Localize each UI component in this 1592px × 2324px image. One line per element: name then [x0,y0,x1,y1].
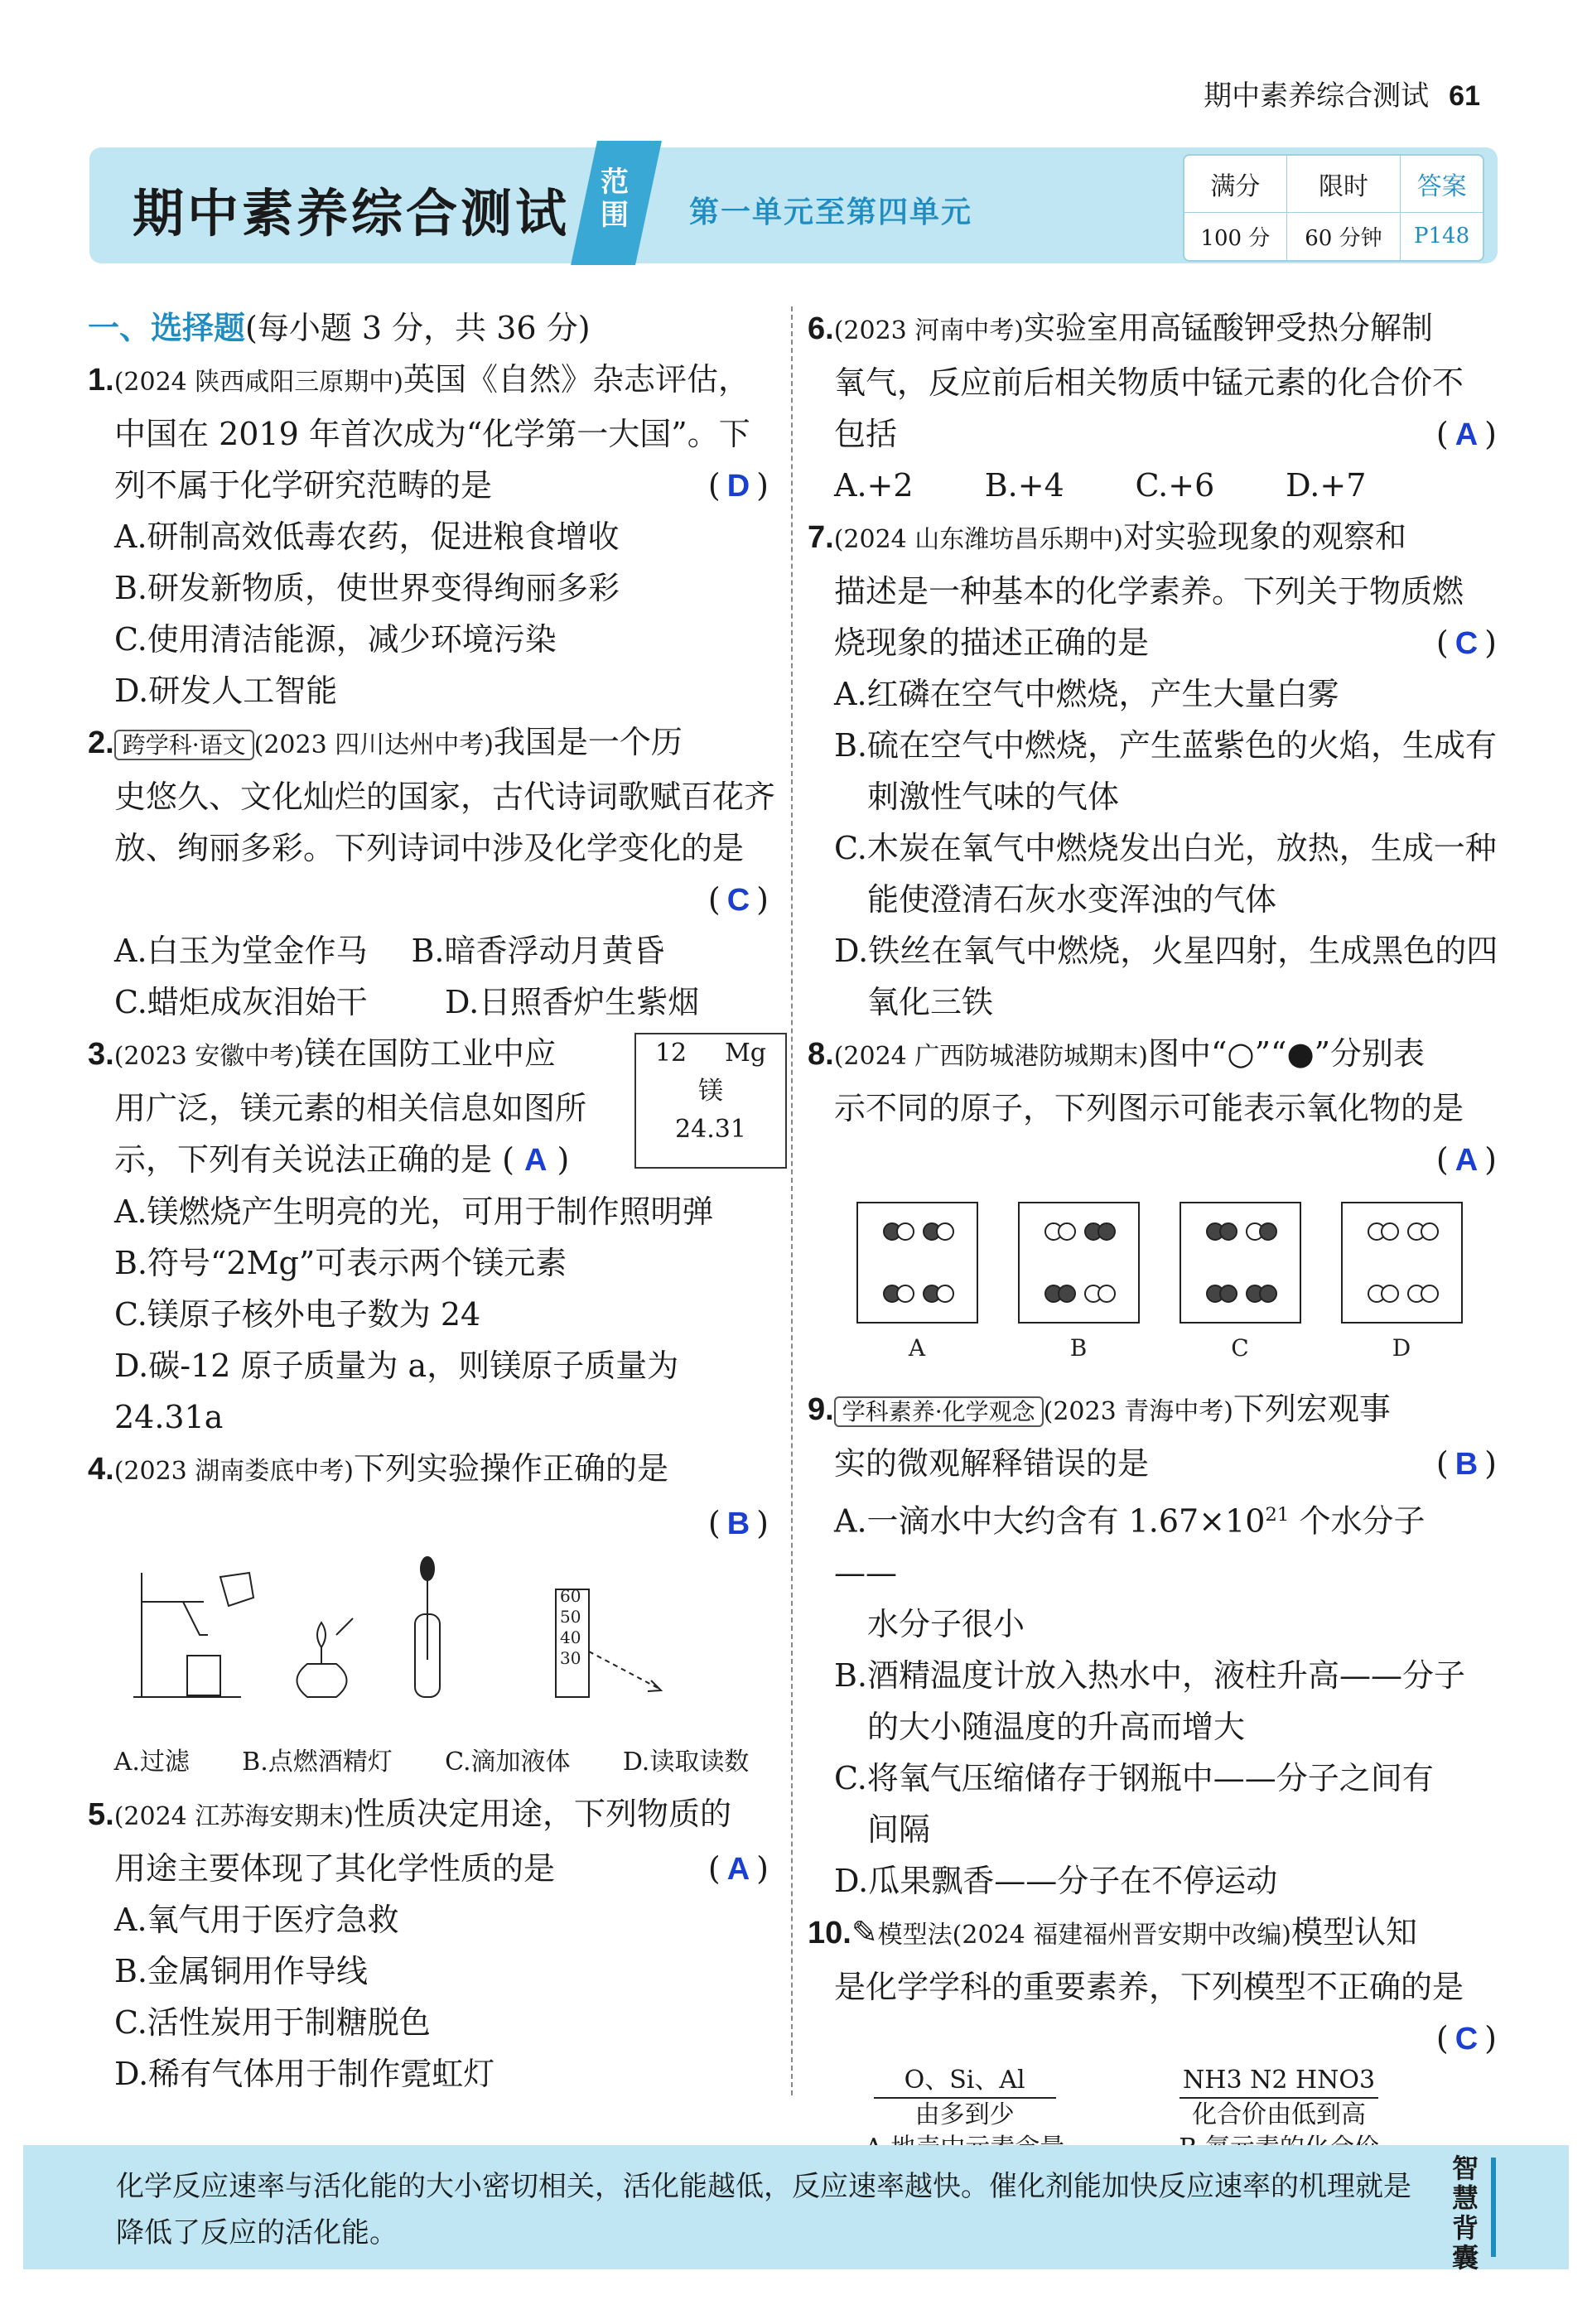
option: C.蜡炬成灰泪始干 [114,984,368,1020]
model-figure-b: NH3 N2 HNO3 化合价由低到高 [1179,2064,1379,2165]
question-4: 4.(2023 湖南娄底中考)下列实验操作正确的是 (B) 60 50 40 30 A.过滤 B.点燃酒精灯 C.滴加液体 D.读取读数 [88,1443,775,1788]
header-section: 期中素养综合测试 [1204,80,1430,113]
question-3: 12 Mg 镁 24.31 3.(2023 安徽中考)镁在国防工业中应 用广泛，镁元素的相关信息如图所 示，下列有关说法正确的是 ( A ) A.镁燃烧产生明亮的光，可用于制作照明弹 B.符号“2Mg”可表示两个镁元素 C.镁原子核外电子数为 24 D.碳-12 原子质量为 a，则镁原子质量为 24.31a [88,1028,775,1443]
section-heading: 一、选择题(每小题 3 分，共 36 分) [88,310,591,346]
option: C.将氧气压缩储存于钢瓶中——分子之间有 [834,1759,1434,1796]
option: C.镁原子核外电子数为 24 [114,1296,481,1333]
option: B.符号“2Mg”可表示两个镁元素 [114,1245,567,1281]
page-number: 61 [1449,80,1480,112]
figure-caption: C.滴加液体 [445,1748,571,1777]
option-cont: 的大小随温度的升高而增大 [867,1708,1246,1745]
option: B.暗香浮动月黄昏 [411,933,665,969]
question-1: 1.(2024 陕西咸阳三原期中)英国《自然》杂志评估， 中国在 2019 年首次成为“化学第一大国”。下 列不属于化学研究范畴的是 (D) A.研制高效低毒农药，促进粮食增收 B.研发新物质，使世界变得绚丽多彩 C.使用清洁能源，减少环境污染 D.研发人工智能 [88,354,775,716]
range-value: 第一单元至第四单元 [689,195,973,229]
figure-caption: B.点燃酒精灯 [242,1748,393,1777]
score-value: 60 分钟 [1286,212,1400,260]
option: D.日照香炉生紫烟 [445,984,700,1020]
column-divider [791,306,793,2095]
answer: D [726,469,757,504]
tip-text: 化学反应速率与活化能的大小密切相关，活化能越低，反应速率越快。催化剂能加快反应速率的机理就是降低了反应的活化能。 [116,2170,1411,2249]
score-value: 100 分 [1184,212,1286,260]
lab-operations-figure [88,1556,775,1722]
tip-label: 智慧背囊 [1451,2153,1479,2273]
option: A.镁燃烧产生明亮的光，可用于制作照明弹 [114,1193,714,1230]
scale-label: 50 [560,1607,581,1627]
question-6: 6.(2023 河南中考)实验室用高锰酸钾受热分解制 氧气，反应前后相关物质中锰元素的化合价不 包括 (A) A.+2 B.+4 C.+6 D.+7 [808,302,1503,511]
model-label: A [908,1334,926,1362]
page-title: 期中素养综合测试 [133,183,571,243]
model-label: B [1069,1334,1088,1362]
figure-caption: A.过滤 [113,1748,190,1777]
answer-page-link[interactable]: P148 [1414,224,1470,249]
left-column [88,302,775,2100]
option: D.研发人工智能 [114,673,338,709]
score-box [1183,154,1484,262]
score-header: 限时 [1286,156,1400,212]
option-cont: 氧化三铁 [867,984,994,1020]
option: C.木炭在氧气中燃烧发出白光，放热，生成一种 [834,830,1497,866]
answer: B [726,1507,757,1541]
pencil-icon: ✎ [851,1913,878,1950]
option: A.氧气用于医疗急救 [114,1902,399,1938]
scale-label: 30 [560,1648,581,1668]
element-card: 12 Mg 镁 24.31 [634,1033,787,1169]
option: D.瓜果飘香——分子在不停运动 [834,1862,1278,1899]
option: D.碳-12 原子质量为 a，则镁原子质量为 24.31a [114,1348,679,1435]
option-cont: 水分子很小 [867,1605,1025,1642]
page-header [1204,73,1480,113]
score-header: 答案 [1401,156,1483,212]
molecule-models-figure [808,1194,1503,1368]
option: B.+4 [984,467,1064,504]
score-header: 满分 [1184,156,1286,212]
option: C.使用清洁能源，减少环境污染 [114,621,557,658]
option: C.+6 [1135,467,1215,504]
scale-label: 60 [560,1586,581,1606]
option: D.+7 [1286,467,1367,504]
option: D.铁丝在氧气中燃烧，火星四射，生成黑色的四 [834,933,1498,969]
option: A.红磷在空气中燃烧，产生大量白雾 [834,676,1339,712]
method-tag: 模型法 [877,1920,953,1950]
model-label: C [1231,1334,1249,1362]
model-label: D [1392,1334,1411,1362]
option: B.金属铜用作导线 [114,1953,369,1989]
answer: B [1455,1447,1485,1482]
question-9: 9. 学科素养·化学观念 (2023 青海中考)下列宏观事 实的微观解释错误的是 (B) A.一滴水中大约含有 $1.67\times 10^{21}$ 个水分子—— 水分子很小 B.酒精温度计放入热水中，液柱升高——分子 的大小随温度的升高而增大 C.将氧气压缩储存于钢瓶中——分子之间有 间隔 D.瓜果飘香——分子在不停运动 [808,1383,1503,1907]
question-8: 8.(2024 广西防城港防城期末)图中“○”“●”分别表 示不同的原子，下列图示可能表示氧化物的是 (A) A B C D [808,1028,1503,1383]
option: A.+2 [834,467,914,504]
answer: A [726,1852,757,1887]
answer: A [1455,417,1485,452]
answer: A [524,1143,548,1178]
answer: C [1455,626,1485,661]
model-figure-a: O、Si、Al 由多到少 [865,2064,1064,2165]
option-cont: 能使澄清石灰水变浑浊的气体 [867,881,1277,918]
answer: A [1455,1143,1485,1178]
figure-caption: D.读取读数 [622,1748,750,1777]
subject-tag: 跨学科·语文 [114,730,254,760]
option: C.活性炭用于制糖脱色 [114,2004,431,2041]
option: A.研制高效低毒农药，促进粮食增收 [114,518,620,555]
option: B.酒精温度计放入热水中，液柱升高——分子 [834,1656,1466,1694]
answer: C [1455,2021,1485,2056]
question-10: 10.✎模型法(2024 福建福州晋安期中改编)模型认知 是化学学科的重要素养，下列模型不正确的是 (C) O、Si、Al 由多到少 NH3 N2 HNO3 化合价由低到高 [808,1907,1503,2165]
question-2: 2. 跨学科·语文 (2023 四川达州中考)我国是一个历 史悠久、文化灿烂的国家，古代诗词歌赋百花齐 放、绚丽多彩。下列诗词中涉及化学变化的是 (C) A.白玉为堂金作马 B.暗香浮动月黄昏 C.蜡炬成灰泪始干 D.日照香炉生紫烟 [88,716,775,1028]
option: D.稀有气体用于制作霓虹灯 [114,2056,495,2092]
question-5: 5.(2024 江苏海安期末)性质决定用途，下列物质的 用途主要体现了其化学性质的是 (A) A.氧气用于医疗急救 B.金属铜用作导线 C.活性炭用于制糖脱色 D.稀有气体用于制作霓虹灯 [88,1788,775,2100]
answer: C [726,883,757,918]
option-cont: 间隔 [867,1811,931,1848]
question-7: 7.(2024 山东潍坊昌乐期中)对实验现象的观察和 描述是一种基本的化学素养。下列关于物质燃 烧现象的描述正确的是 (C) A.红磷在空气中燃烧，产生大量白雾 B.硫在空气中燃烧，产生蓝紫色的火焰，生成有 刺激性气味的气体 C.木炭在氧气中燃烧发出白光，放热，生成一种 能使澄清石灰水变浑浊的气体 D.铁丝在氧气中燃烧，火星四射，生成黑色的四 氧化三铁 [808,511,1503,1028]
range-label: 范围 [601,166,629,232]
option: B.研发新物质，使世界变得绚丽多彩 [114,570,620,606]
option: B.硫在空气中燃烧，产生蓝紫色的火焰，生成有 [834,727,1498,764]
option: A.一滴水中大约含有 $1.67\times 10^{21}$ 个水分子—— [834,1502,1426,1591]
scale-label: 40 [560,1627,581,1647]
right-column [808,302,1503,2165]
option: A.白玉为堂金作马 [114,933,368,969]
subject-tag: 学科素养·化学观念 [834,1396,1044,1427]
option-cont: 刺激性气味的气体 [867,779,1120,815]
tip-bar [1491,2158,1496,2257]
